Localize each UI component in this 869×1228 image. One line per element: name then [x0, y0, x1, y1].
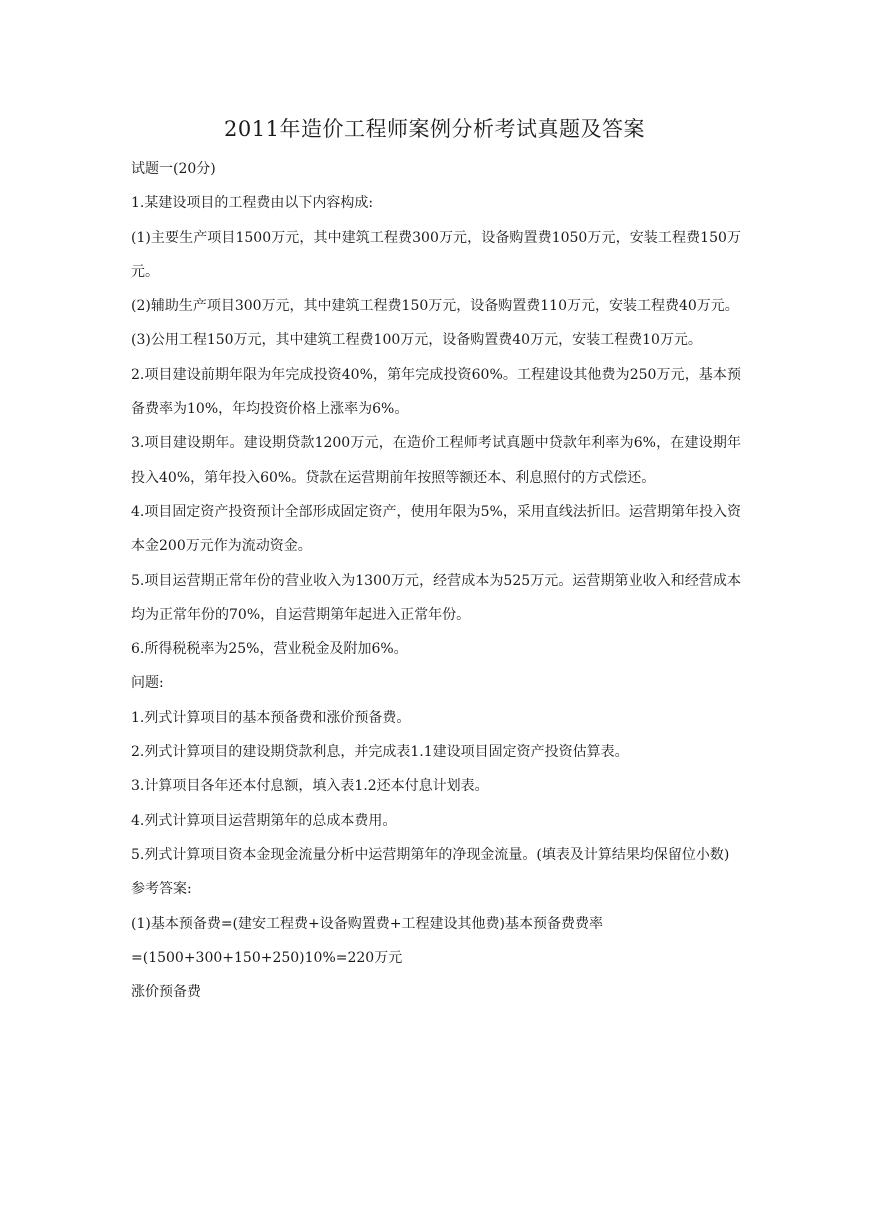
document-body	[131, 152, 741, 1009]
paragraph: 5.项目运营期正常年份的营业收入为1300万元，经营成本为525万元。运营期第业收入和经营成本均为正常年份的70%，自运营期第年起进入正常年份。	[131, 572, 741, 623]
document-title: 2011年造价工程师案例分析考试真题及答案	[224, 117, 645, 141]
answer-line: 涨价预备费	[131, 984, 201, 1001]
questions-heading: 问题:	[131, 675, 164, 692]
answer-heading: 参考答案:	[131, 881, 192, 898]
paragraph: 6.所得税税率为25%，营业税金及附加6%。	[131, 641, 408, 658]
question: 5.列式计算项目资本金现金流量分析中运营期第年的净现金流量。(填表及计算结果均保留位小数)	[131, 846, 730, 863]
paragraph: 2.项目建设前期年限为年完成投资40%，第年完成投资60%。工程建设其他费为250万元，基本预备费率为10%，年均投资价格上涨率为6%。	[131, 366, 741, 418]
paragraph: 3.项目建设期年。建设期贷款1200万元，在造价工程师考试真题中贷款年利率为6%，在建设期年投入40%，第年投入60%。贷款在运营期前年按照等额还本、利息照付的方式偿还。	[131, 435, 741, 486]
answer-line: =(1500+300+150+250)10%=220万元	[131, 949, 403, 966]
paragraph: (1)主要生产项目1500万元，其中建筑工程费300万元，设备购置费1050万元，安装工程费150万元。	[131, 229, 741, 280]
section-heading: 试题一(20分)	[131, 161, 216, 177]
question: 4.列式计算项目运营期第年的总成本费用。	[131, 812, 397, 829]
paragraph: 4.项目固定资产投资预计全部形成固定资产，使用年限为5%，采用直线法折旧。运营期第年投入资本金200万元作为流动资金。	[131, 503, 741, 555]
answer-line: (1)基本预备费=(建安工程费+设备购置费+工程建设其他费)基本预备费费率	[131, 915, 603, 932]
question: 1.列式计算项目的基本预备费和涨价预备费。	[131, 709, 411, 726]
paragraph: (3)公用工程150万元，其中建筑工程费100万元，设备购置费40万元，安装工程费10万元。	[131, 332, 702, 349]
question: 3.计算项目各年还本付息额，填入表1.2还本付息计划表。	[131, 778, 489, 795]
question: 2.列式计算项目的建设期贷款利息，并完成表1.1建设项目固定资产投资估算表。	[131, 744, 629, 761]
paragraph: 1.某建设项目的工程费由以下内容构成:	[131, 195, 374, 212]
paragraph: (2)辅助生产项目300万元，其中建筑工程费150万元，设备购置费110万元，安装工程费40万元。	[131, 298, 739, 315]
